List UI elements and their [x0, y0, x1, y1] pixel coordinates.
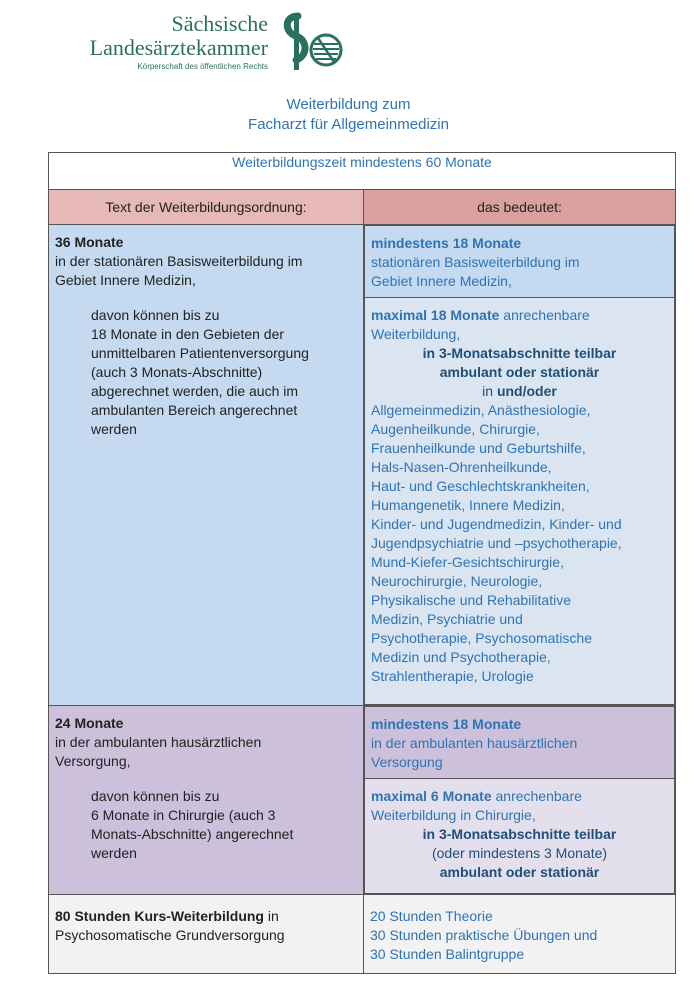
- logo-text: [90, 12, 268, 72]
- row2-indent-line: werden: [91, 845, 137, 861]
- row2-right1-line: in der ambulanten hausärztlichen: [371, 735, 578, 751]
- row1-right2-center2: ambulant oder stationär: [439, 364, 600, 380]
- table-header: Weiterbildungszeit mindestens 60 Monate: [49, 153, 676, 190]
- row2-right2-center2: (oder mindestens 3 Monate): [431, 845, 608, 861]
- list-item: Physikalische und Rehabilitative: [371, 592, 571, 608]
- row3-left-after: in: [263, 908, 279, 924]
- logo-line-2: Landesärztekammer: [89, 35, 268, 60]
- list-item: Frauenheilkunde und Geburtshilfe,: [371, 440, 586, 456]
- row1-indent-line: 18 Monate in den Gebieten der: [91, 326, 285, 342]
- row1-left: [49, 225, 364, 706]
- list-item: Mund-Kiefer-Gesichtschirurgie,: [371, 554, 564, 570]
- table-row: [49, 895, 676, 974]
- row1-left-bold: 36 Monate: [55, 234, 124, 250]
- list-item: Allgemeinmedizin, Anästhesiologie,: [371, 402, 591, 418]
- row2-right2-center1: in 3-Monatsabschnitte teilbar: [422, 826, 617, 842]
- row2-indent-line: 6 Monate in Chirurgie (auch 3: [91, 807, 276, 823]
- row2-left-line: Versorgung,: [55, 753, 131, 769]
- row1-indent-line: unmittelbaren Patientenversorgung: [91, 345, 309, 361]
- row2-right2-center3: ambulant oder stationär: [439, 864, 600, 880]
- row2-right: [364, 706, 676, 895]
- caduceus-seal-icon: [274, 12, 346, 72]
- row1-right: [364, 225, 676, 706]
- training-table: [48, 152, 676, 974]
- row1-indent-line: (auch 3 Monats-Abschnitte): [91, 364, 263, 380]
- logo-line-1: Sächsische: [171, 11, 268, 36]
- list-item: Neurochirurgie, Neurologie,: [371, 573, 543, 589]
- row2-left: [49, 706, 364, 895]
- row3-left: [49, 895, 364, 974]
- row2-left-bold: 24 Monate: [55, 715, 124, 731]
- list-item: Haut- und Geschlechtskrankheiten,: [371, 478, 590, 494]
- list-item: Medizin, Psychiatrie und: [371, 611, 523, 627]
- row1-left-line: in der stationären Basisweiterbildung im: [55, 253, 303, 269]
- row2-indent-line: Monats-Abschnitte) angerechnet: [91, 826, 294, 842]
- column-header-right: das bedeutet:: [364, 190, 676, 225]
- logo-line-3: Körperschaft des öffentlichen Rechts: [137, 62, 268, 71]
- row1-right2-center1: in 3-Monatsabschnitte teilbar: [422, 345, 617, 361]
- table-row: [49, 225, 676, 706]
- row1-right1-line: Gebiet Innere Medizin,: [371, 273, 512, 289]
- row2-left-line: in der ambulanten hausärztlichen: [55, 734, 262, 750]
- list-item: Augenheilkunde, Chirurgie,: [371, 421, 540, 437]
- row1-left-indent: [55, 306, 357, 439]
- column-header-row: [49, 190, 676, 225]
- row1-left-line: Gebiet Innere Medizin,: [55, 272, 196, 288]
- table-header-row: [49, 153, 676, 190]
- row2-right2-bold: maximal 6 Monate: [371, 788, 492, 804]
- list-item: Hals-Nasen-Ohrenheilkunde,: [371, 459, 552, 475]
- row3-left-bold: 80 Stunden Kurs-Weiterbildung: [55, 908, 264, 924]
- row1-list: [371, 401, 668, 686]
- row1-right2-after: anrechenbare: [499, 307, 590, 323]
- title-line-1: Weiterbildung zum: [286, 96, 411, 113]
- row1-indent-line: davon können bis zu: [91, 307, 220, 323]
- row2-left-indent: [55, 787, 357, 863]
- row2-indent-line: davon können bis zu: [91, 788, 220, 804]
- list-item: Jugendpsychiatrie und –psychotherapie,: [371, 535, 622, 551]
- page-title: [0, 95, 697, 135]
- list-item: Humangenetik, Innere Medizin,: [371, 497, 565, 513]
- row1-indent-line: ambulanten Bereich angerechnet: [91, 402, 298, 418]
- list-item: Strahlentherapie, Urologie: [371, 668, 534, 684]
- row3-right: [364, 895, 676, 974]
- row1-right2-center3-pre: in: [482, 383, 497, 399]
- row3-right-line: 30 Stunden praktische Übungen und: [370, 927, 598, 943]
- row1-right2-bold: maximal 18 Monate: [371, 307, 500, 323]
- row3-right-line: 30 Stunden Balintgruppe: [370, 946, 525, 962]
- row2-right1-bold: mindestens 18 Monate: [371, 716, 522, 732]
- row1-right2-line2: Weiterbildung,: [371, 326, 461, 342]
- title-line-2: Facharzt für Allgemeinmedizin: [248, 116, 449, 133]
- row1-indent-line: werden: [91, 421, 137, 437]
- row2-right2-line2: Weiterbildung in Chirurgie,: [371, 807, 536, 823]
- table-row: [49, 706, 676, 895]
- row1-right1-bold: mindestens 18 Monate: [371, 235, 522, 251]
- row2-right1-line: Versorgung: [371, 754, 443, 770]
- row1-right2-center3-bold: und/oder: [496, 383, 557, 399]
- row2-right2-after: anrechenbare: [491, 788, 582, 804]
- column-header-left: Text der Weiterbildungsordnung:: [49, 190, 364, 225]
- list-item: Psychotherapie, Psychosomatische: [371, 630, 592, 646]
- logo: [56, 12, 346, 72]
- row3-left-line2: Psychosomatische Grundversorgung: [55, 927, 285, 943]
- row1-indent-line: abgerechnet werden, die auch im: [91, 383, 299, 399]
- row3-right-line: 20 Stunden Theorie: [370, 908, 493, 924]
- row1-right1-line: stationären Basisweiterbildung im: [371, 254, 580, 270]
- list-item: Medizin und Psychotherapie,: [371, 649, 551, 665]
- list-item: Kinder- und Jugendmedizin, Kinder- und: [371, 516, 622, 532]
